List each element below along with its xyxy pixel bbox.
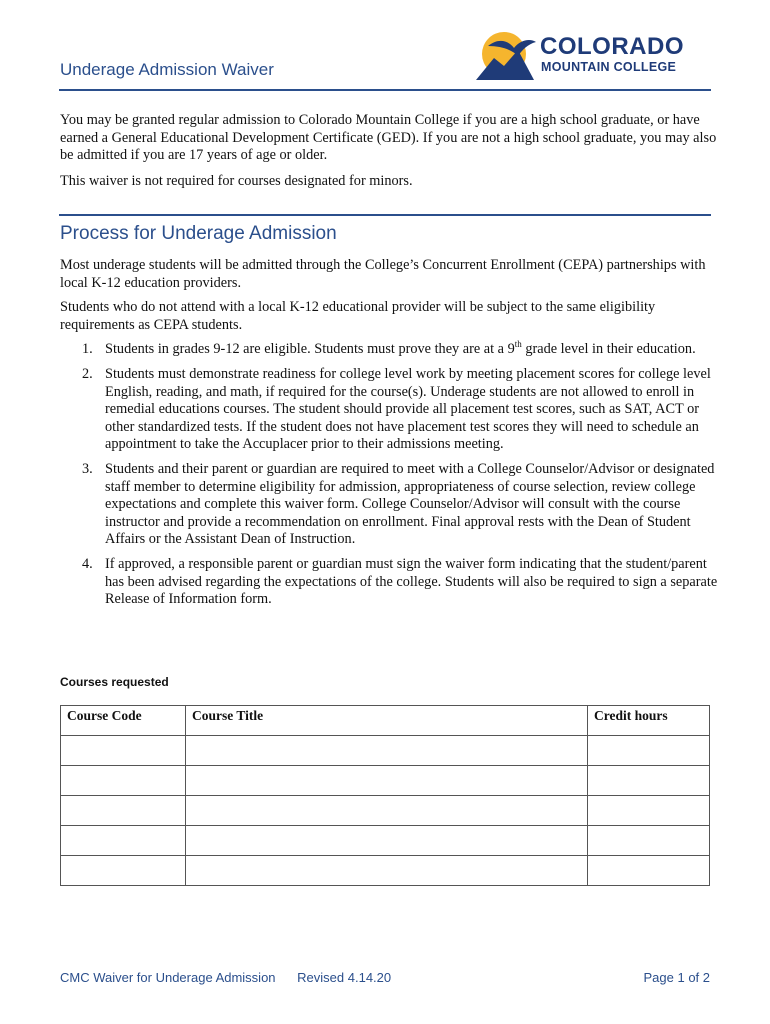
section-divider xyxy=(59,214,711,216)
list-item xyxy=(60,556,720,609)
credit-hours-cell[interactable] xyxy=(588,736,710,766)
footer-page-number: Page 1 of 2 xyxy=(643,970,710,985)
list-item xyxy=(60,341,720,359)
ordinal-suffix: th xyxy=(514,339,522,350)
list-item-number: 4. xyxy=(82,555,93,572)
column-header-course-code: Course Code xyxy=(61,706,186,736)
courses-table xyxy=(60,705,710,886)
list-item xyxy=(60,366,720,454)
list-item-text-cont: grade level in their education. xyxy=(521,341,696,358)
process-paragraph-2: Students who do not attend with a local K-12 educational provider will be subject to the same eligibility requirements as CEPA students. xyxy=(60,299,656,333)
course-title-cell[interactable] xyxy=(186,826,588,856)
footer-document-info xyxy=(60,970,409,985)
logo-wordmark-line2: MOUNTAIN COLLEGE xyxy=(541,60,677,74)
process-steps-list xyxy=(60,341,720,608)
intro-section xyxy=(60,112,720,198)
table-row xyxy=(61,766,710,796)
footer-doc-name: CMC Waiver for Underage Admission xyxy=(60,970,276,985)
list-item-number: 1. xyxy=(82,341,93,358)
process-paragraph-1: Most underage students will be admitted through the College’s Concurrent Enrollment (CEPA) partnerships with local K-12 education providers. xyxy=(60,257,706,291)
list-item-text: Students and their parent or guardian are required to meet with a College Counselor/Advisor or designated staff member to determine eligibility for admission, appropriateness of course selection, review college expectations and complete this waiver form. College Counselor/Advisor will consult with the course instructor and provide a recommendation on enrollment. Final approval rests with the Dean of Student Affairs or the Assistant Dean of Instruction. xyxy=(105,460,715,548)
course-title-cell[interactable] xyxy=(186,796,588,826)
intro-paragraph-1: You may be granted regular admission to Colorado Mountain College if you are a high school graduate, or have earned a General Educational Development Certificate (GED). If you are not a high school graduate, you may also be admitted if you are 17 years of age or older. xyxy=(60,112,717,164)
list-item xyxy=(60,461,720,549)
table-header-row xyxy=(61,706,710,736)
course-code-cell[interactable] xyxy=(61,856,186,886)
course-code-cell[interactable] xyxy=(61,766,186,796)
document-title: Underage Admission Waiver xyxy=(60,60,274,79)
list-item-number: 3. xyxy=(82,460,93,477)
column-header-course-title: Course Title xyxy=(186,706,588,736)
credit-hours-cell[interactable] xyxy=(588,856,710,886)
courses-requested-label: Courses requested xyxy=(60,675,169,689)
column-header-credit-hours: Credit hours xyxy=(588,706,710,736)
list-item-text: Students must demonstrate readiness for college level work by meeting placement scores for college level English, reading, and math, if required for the course(s). Underage students are not allowed to enroll in remedial educations courses. The student should provide all placement test scores, such as SAT, ACT or other standardized tests. If the student does not have placement test scores they will need to schedule an appointment to take the Accuplacer prior to their admissions meeting. xyxy=(105,365,711,453)
list-item-text: If approved, a responsible parent or guardian must sign the waiver form indicating that the student/parent has been advised regarding the expectations of the college. Students will also be required to sign a separate Release of Information form. xyxy=(105,555,718,608)
table-row xyxy=(61,736,710,766)
course-title-cell[interactable] xyxy=(186,736,588,766)
course-code-cell[interactable] xyxy=(61,736,186,766)
course-code-cell[interactable] xyxy=(61,826,186,856)
credit-hours-cell[interactable] xyxy=(588,826,710,856)
footer-revised-date: Revised 4.14.20 xyxy=(297,970,392,985)
process-heading: Process for Underage Admission xyxy=(60,223,337,244)
intro-paragraph-2: This waiver is not required for courses designated for minors. xyxy=(60,172,413,189)
table-row xyxy=(61,826,710,856)
list-item-text: Students in grades 9-12 are eligible. Students must prove they are at a 9 xyxy=(105,341,515,358)
course-title-cell[interactable] xyxy=(186,766,588,796)
credit-hours-cell[interactable] xyxy=(588,766,710,796)
logo-wordmark-line1: COLORADO xyxy=(540,33,684,60)
credit-hours-cell[interactable] xyxy=(588,796,710,826)
header-divider xyxy=(59,89,711,91)
course-code-cell[interactable] xyxy=(61,796,186,826)
table-row xyxy=(61,796,710,826)
list-item-number: 2. xyxy=(82,365,93,382)
process-section xyxy=(60,257,720,616)
table-row xyxy=(61,856,710,886)
course-title-cell[interactable] xyxy=(186,856,588,886)
